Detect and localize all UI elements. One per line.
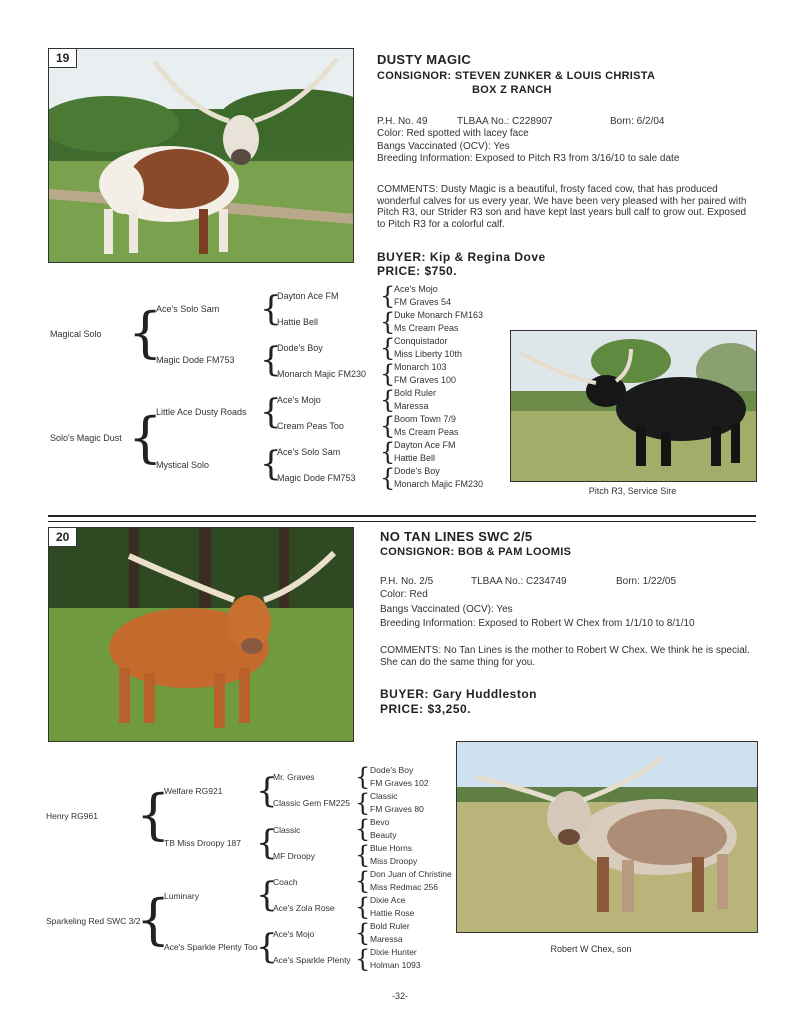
brace: {: [128, 301, 163, 364]
ped-g4: Holman 1093: [370, 960, 421, 970]
ped-g4: FM Graves 54: [394, 297, 452, 307]
lot19-consignor: CONSIGNOR: STEVEN ZUNKER & LOUIS CHRISTA: [377, 70, 656, 82]
ped-g3: Ace's Sparkle Plenty: [273, 955, 351, 965]
ped-g3: Magic Dode FM753: [277, 473, 356, 483]
lot20-ph-no: P.H. No. 2/5: [380, 576, 434, 587]
brace: {: [136, 783, 171, 846]
ped-g4: Beauty: [370, 830, 397, 840]
brace: {: [355, 789, 371, 817]
speckled-bull-image: [457, 742, 757, 932]
lot19-color: Color: Red spotted with lacey face: [377, 128, 529, 139]
lot19-number: 19: [49, 49, 77, 68]
longhorn-cow-image: [49, 528, 353, 741]
lot20-title: NO TAN LINES SWC 2/5: [380, 529, 533, 544]
longhorn-cow-image: [49, 49, 353, 262]
ped-g4: Maressa: [370, 934, 403, 944]
brace: {: [355, 919, 371, 947]
brace: {: [256, 875, 278, 915]
brace: {: [380, 386, 396, 414]
ped-g4: Ms Cream Peas: [394, 427, 459, 437]
ped-g4: Miss Droopy: [370, 856, 418, 866]
brace: {: [256, 771, 278, 811]
lot20-buyer: BUYER: Gary Huddleston: [380, 687, 538, 701]
ped-g2: Mystical Solo: [156, 460, 210, 470]
brace: {: [355, 815, 371, 843]
lot19-breeding: Breeding Information: Exposed to Pitch R3 from 3/16/10 to sale date: [377, 153, 680, 164]
ped-g4: Duke Monarch FM163: [394, 310, 484, 320]
ped-g3: Ace's Mojo: [277, 395, 321, 405]
lot19-title: DUSTY MAGIC: [377, 52, 472, 67]
ped-g4: Classic: [370, 791, 398, 801]
lot19-bangs: Bangs Vaccinated (OCV): Yes: [377, 141, 510, 152]
ped-g3: Classic Gem FM225: [273, 798, 350, 808]
ped-g3: Mr. Graves: [273, 772, 315, 782]
ped-g3: Monarch Majic FM230: [277, 369, 367, 379]
ped-g1: Magical Solo: [50, 329, 102, 339]
ped-g4: Bold Ruler: [370, 921, 410, 931]
ped-g2: Little Ace Dusty Roads: [156, 407, 247, 417]
lot20-tlbaa-no: TLBAA No.: C234749: [471, 576, 567, 587]
lot19-buyer: BUYER: Kip & Regina Dove: [377, 250, 546, 264]
lot20-son-photo: [456, 741, 758, 933]
ped-g1: Henry RG961: [46, 811, 98, 821]
ped-g4: Dode's Boy: [394, 466, 440, 476]
lot20-price: PRICE: $3,250.: [380, 702, 472, 716]
lot20-consignor: CONSIGNOR: BOB & PAM LOOMIS: [380, 546, 572, 558]
lot20-son-caption: Robert W Chex, son: [550, 944, 632, 954]
section-divider: [48, 515, 756, 517]
brace: {: [260, 392, 282, 432]
brace: {: [380, 464, 396, 492]
brace: {: [380, 334, 396, 362]
lot20-born: Born: 1/22/05: [616, 576, 677, 587]
ped-g4: Monarch Majic FM230: [394, 479, 484, 489]
ped-g3: Dayton Ace FM: [277, 291, 339, 301]
ped-g1: Sparkeling Red SWC 3/2: [46, 916, 141, 926]
lot20-color: Color: Red: [380, 589, 428, 600]
ped-g2: Magic Dode FM753: [156, 355, 235, 365]
lot19-ranch: BOX Z RANCH: [472, 84, 552, 96]
ped-g2: Ace's Solo Sam: [156, 304, 220, 314]
brace: {: [136, 888, 171, 951]
ped-g3: Coach: [273, 877, 298, 887]
brace: {: [128, 406, 163, 469]
ped-g4: Dayton Ace FM: [394, 440, 456, 450]
ped-g4: FM Graves 80: [370, 804, 424, 814]
ped-g4: FM Graves 100: [394, 375, 457, 385]
ped-g4: Boom Town 7/9: [394, 414, 456, 424]
ped-g4: Bevo: [370, 817, 390, 827]
ped-g4: Maressa: [394, 401, 429, 411]
ped-g4: Dixie Ace: [370, 895, 406, 905]
lot19-sire-caption: Pitch R3, Service Sire: [588, 486, 677, 496]
brace: {: [260, 289, 282, 329]
ped-g4: FM Graves 102: [370, 778, 429, 788]
lot20-comments: COMMENTS: No Tan Lines is the mother to Robert W Chex. We think he is special. She can do the same thing for you.: [380, 645, 750, 668]
lot19-ph-no: P.H. No. 49: [377, 116, 428, 127]
ped-g4: Ace's Mojo: [394, 284, 438, 294]
ped-g4: Ms Cream Peas: [394, 323, 459, 333]
brace: {: [355, 841, 371, 869]
brace: {: [355, 763, 371, 791]
brace: {: [380, 308, 396, 336]
ped-g1: Solo's Magic Dust: [50, 433, 122, 443]
brace: {: [380, 360, 396, 388]
ped-g4: Monarch 103: [394, 362, 447, 372]
lot19-cow-photo: [48, 48, 354, 263]
brace: {: [355, 945, 371, 973]
ped-g3: Ace's Mojo: [273, 929, 315, 939]
ped-g4: Conquistador: [394, 336, 448, 346]
ped-g4: Miss Liberty 10th: [394, 349, 463, 359]
lot20-bangs: Bangs Vaccinated (OCV): Yes: [380, 604, 513, 615]
brace: {: [256, 823, 278, 863]
ped-g4: Don Juan of Christine: [370, 869, 452, 879]
lot19-sire-photo: [510, 330, 757, 482]
ped-g4: Dixie Hunter: [370, 947, 417, 957]
brace: {: [260, 340, 282, 380]
ped-g4: Blue Horns: [370, 843, 413, 853]
lot19-comments: COMMENTS: Dusty Magic is a beautiful, frosty faced cow, that has produced wonderful calves for us every year. We have been very pleased with her paired with Pitch R3, our Strider R3 son and have kept last years bull calf to grow out. Exposed to Pitch R3 for a colorful calf.: [377, 184, 747, 230]
ped-g4: Bold Ruler: [394, 388, 437, 398]
section-divider-thin: [48, 521, 756, 522]
brace: {: [355, 867, 371, 895]
ped-g4: Hattie Bell: [394, 453, 436, 463]
ped-g3: Dode's Boy: [277, 343, 323, 353]
lot20-breeding: Breeding Information: Exposed to Robert W Chex from 1/1/10 to 8/1/10: [380, 618, 695, 629]
lot19-price: PRICE: $750.: [377, 264, 458, 278]
lot19-tlbaa-no: TLBAA No.: C228907: [457, 116, 553, 127]
lot19-born: Born: 6/2/04: [610, 116, 665, 127]
brace: {: [380, 438, 396, 466]
black-bull-image: [511, 331, 756, 481]
ped-g4: Miss Redmac 256: [370, 882, 439, 892]
ped-g3: Hattie Bell: [277, 317, 319, 327]
ped-g3: Ace's Zola Rose: [273, 903, 335, 913]
brace: {: [380, 282, 396, 310]
ped-g3: Cream Peas Too: [277, 421, 344, 431]
brace: {: [260, 444, 282, 484]
brace: {: [355, 893, 371, 921]
ped-g3: Ace's Solo Sam: [277, 447, 341, 457]
ped-g2: Luminary: [164, 891, 199, 901]
ped-g3: MF Droopy: [273, 851, 316, 861]
brace: {: [380, 412, 396, 440]
ped-g4: Dode's Boy: [370, 765, 414, 775]
brace: {: [256, 927, 278, 967]
page-number: -32-: [391, 991, 408, 1001]
ped-g2: TB Miss Droopy 187: [164, 838, 241, 848]
ped-g2: Welfare RG921: [164, 786, 223, 796]
lot20-number: 20: [49, 528, 77, 547]
ped-g3: Classic: [273, 825, 301, 835]
lot20-cow-photo: [48, 527, 354, 742]
ped-g2: Ace's Sparkle Plenty Too: [164, 942, 258, 952]
ped-g4: Hattie Rose: [370, 908, 415, 918]
